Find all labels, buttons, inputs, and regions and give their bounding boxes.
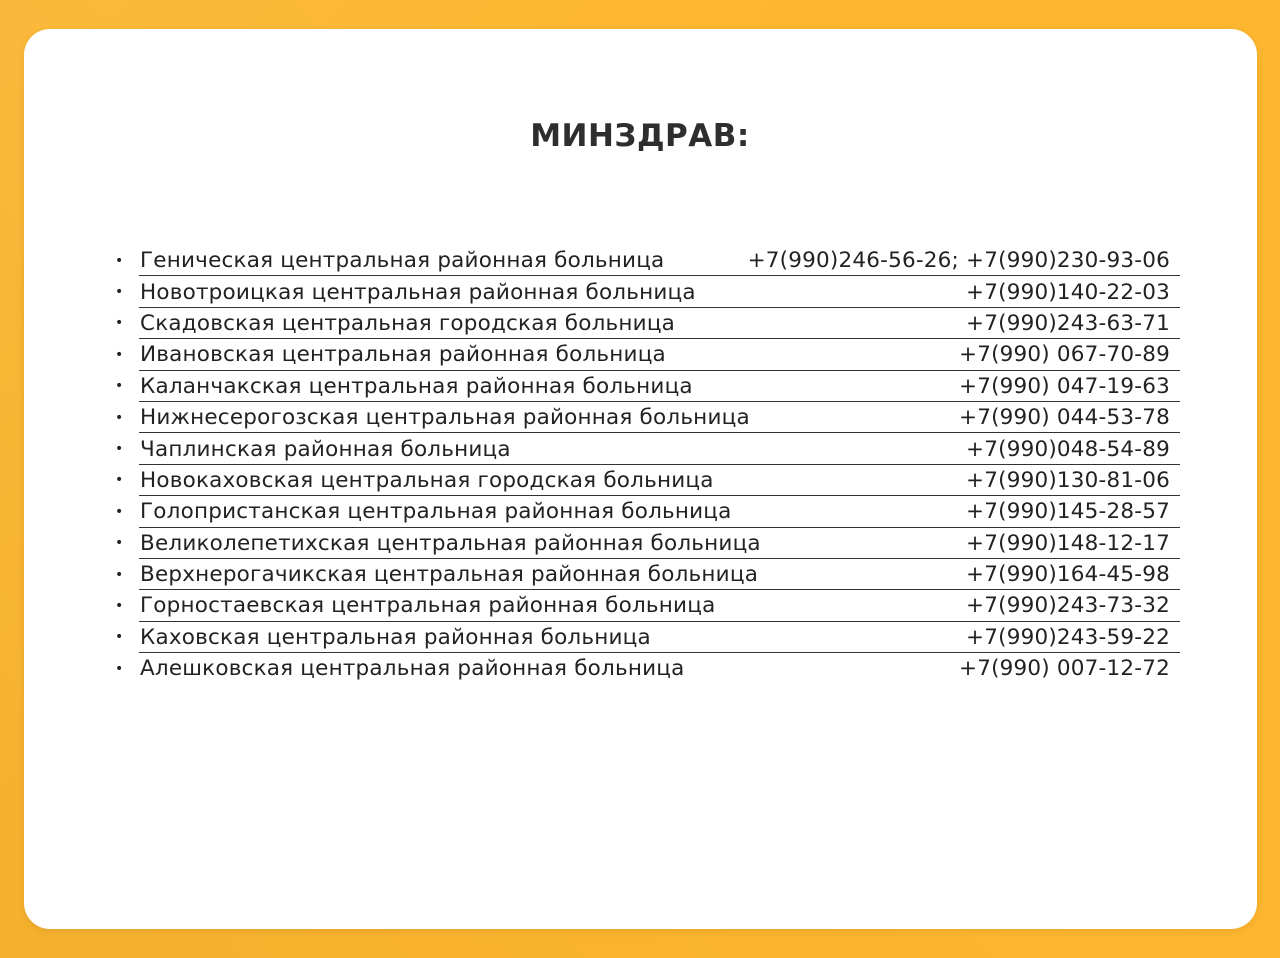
bullet-icon: • [115,441,124,458]
list-item [112,559,1180,590]
bullet-icon: • [115,346,124,363]
bullet-icon: • [115,472,124,489]
list-item [112,245,1180,276]
hospital-name: Новокаховская центральная городская больница [140,467,714,493]
list-item [112,433,1180,464]
bullet-icon: • [115,566,124,583]
bullet-icon: • [115,315,124,332]
bullet-icon: • [115,660,124,677]
hospital-name: Геническая центральная районная больница [140,248,665,274]
bullet-icon: • [115,597,124,614]
hospital-phone: +7(990) 067-70-89 [958,342,1170,368]
hospital-name: Горностаевская центральная районная больница [140,593,716,619]
hospital-phone: +7(990)243-63-71 [966,310,1170,336]
hospital-name: Великолепетихская центральная районная больница [140,530,761,556]
bullet-icon: • [115,378,124,395]
bullet-icon: • [115,252,124,269]
hospital-list [112,245,1180,684]
hospital-phone: +7(990)243-59-22 [966,624,1170,650]
list-item [112,653,1180,684]
hospital-name: Нижнесерогозская центральная районная больница [140,405,750,431]
hospital-phone: +7(990)145-28-57 [966,499,1170,525]
hospital-phone: +7(990) 044-53-78 [958,405,1170,431]
list-item [112,496,1180,527]
hospital-phone: +7(990)140-22-03 [966,279,1170,305]
hospital-name: Голопристанская центральная районная больница [140,499,732,525]
hospital-name: Алешковская центральная районная больница [140,656,685,682]
hospital-phone: +7(990)246-56-26; +7(990)230-93-06 [747,248,1170,274]
list-item [112,276,1180,307]
hospital-phone: +7(990)148-12-17 [966,530,1170,556]
hospital-name: Верхнерогачикская центральная районная больница [140,562,759,588]
hospital-phone: +7(990)164-45-98 [966,562,1170,588]
list-item [112,402,1180,433]
bullet-icon: • [115,409,124,426]
hospital-name: Новотроицкая центральная районная больница [140,279,696,305]
page-title: МИНЗДРАВ: [530,118,750,154]
list-item [112,465,1180,496]
hospital-phone: +7(990)243-73-32 [966,593,1170,619]
hospital-phone: +7(990)048-54-89 [966,436,1170,462]
hospital-name: Ивановская центральная районная больница [140,342,666,368]
hospital-name: Чаплинская районная больница [140,436,511,462]
hospital-phone: +7(990) 007-12-72 [958,656,1170,682]
list-item [112,528,1180,559]
list-item [112,308,1180,339]
bullet-icon: • [115,503,124,520]
hospital-phone: +7(990) 047-19-63 [958,373,1170,399]
hospital-phone: +7(990)130-81-06 [966,467,1170,493]
bullet-icon: • [115,535,124,552]
hospital-name: Каховская центральная районная больница [140,624,651,650]
list-item [112,339,1180,370]
list-item [112,590,1180,621]
bullet-icon: • [115,284,124,301]
list-item [112,371,1180,402]
list-item [112,622,1180,653]
bullet-icon: • [115,629,124,646]
hospital-name: Скадовская центральная городская больница [140,310,676,336]
hospital-name: Каланчакская центральная районная больница [140,373,693,399]
